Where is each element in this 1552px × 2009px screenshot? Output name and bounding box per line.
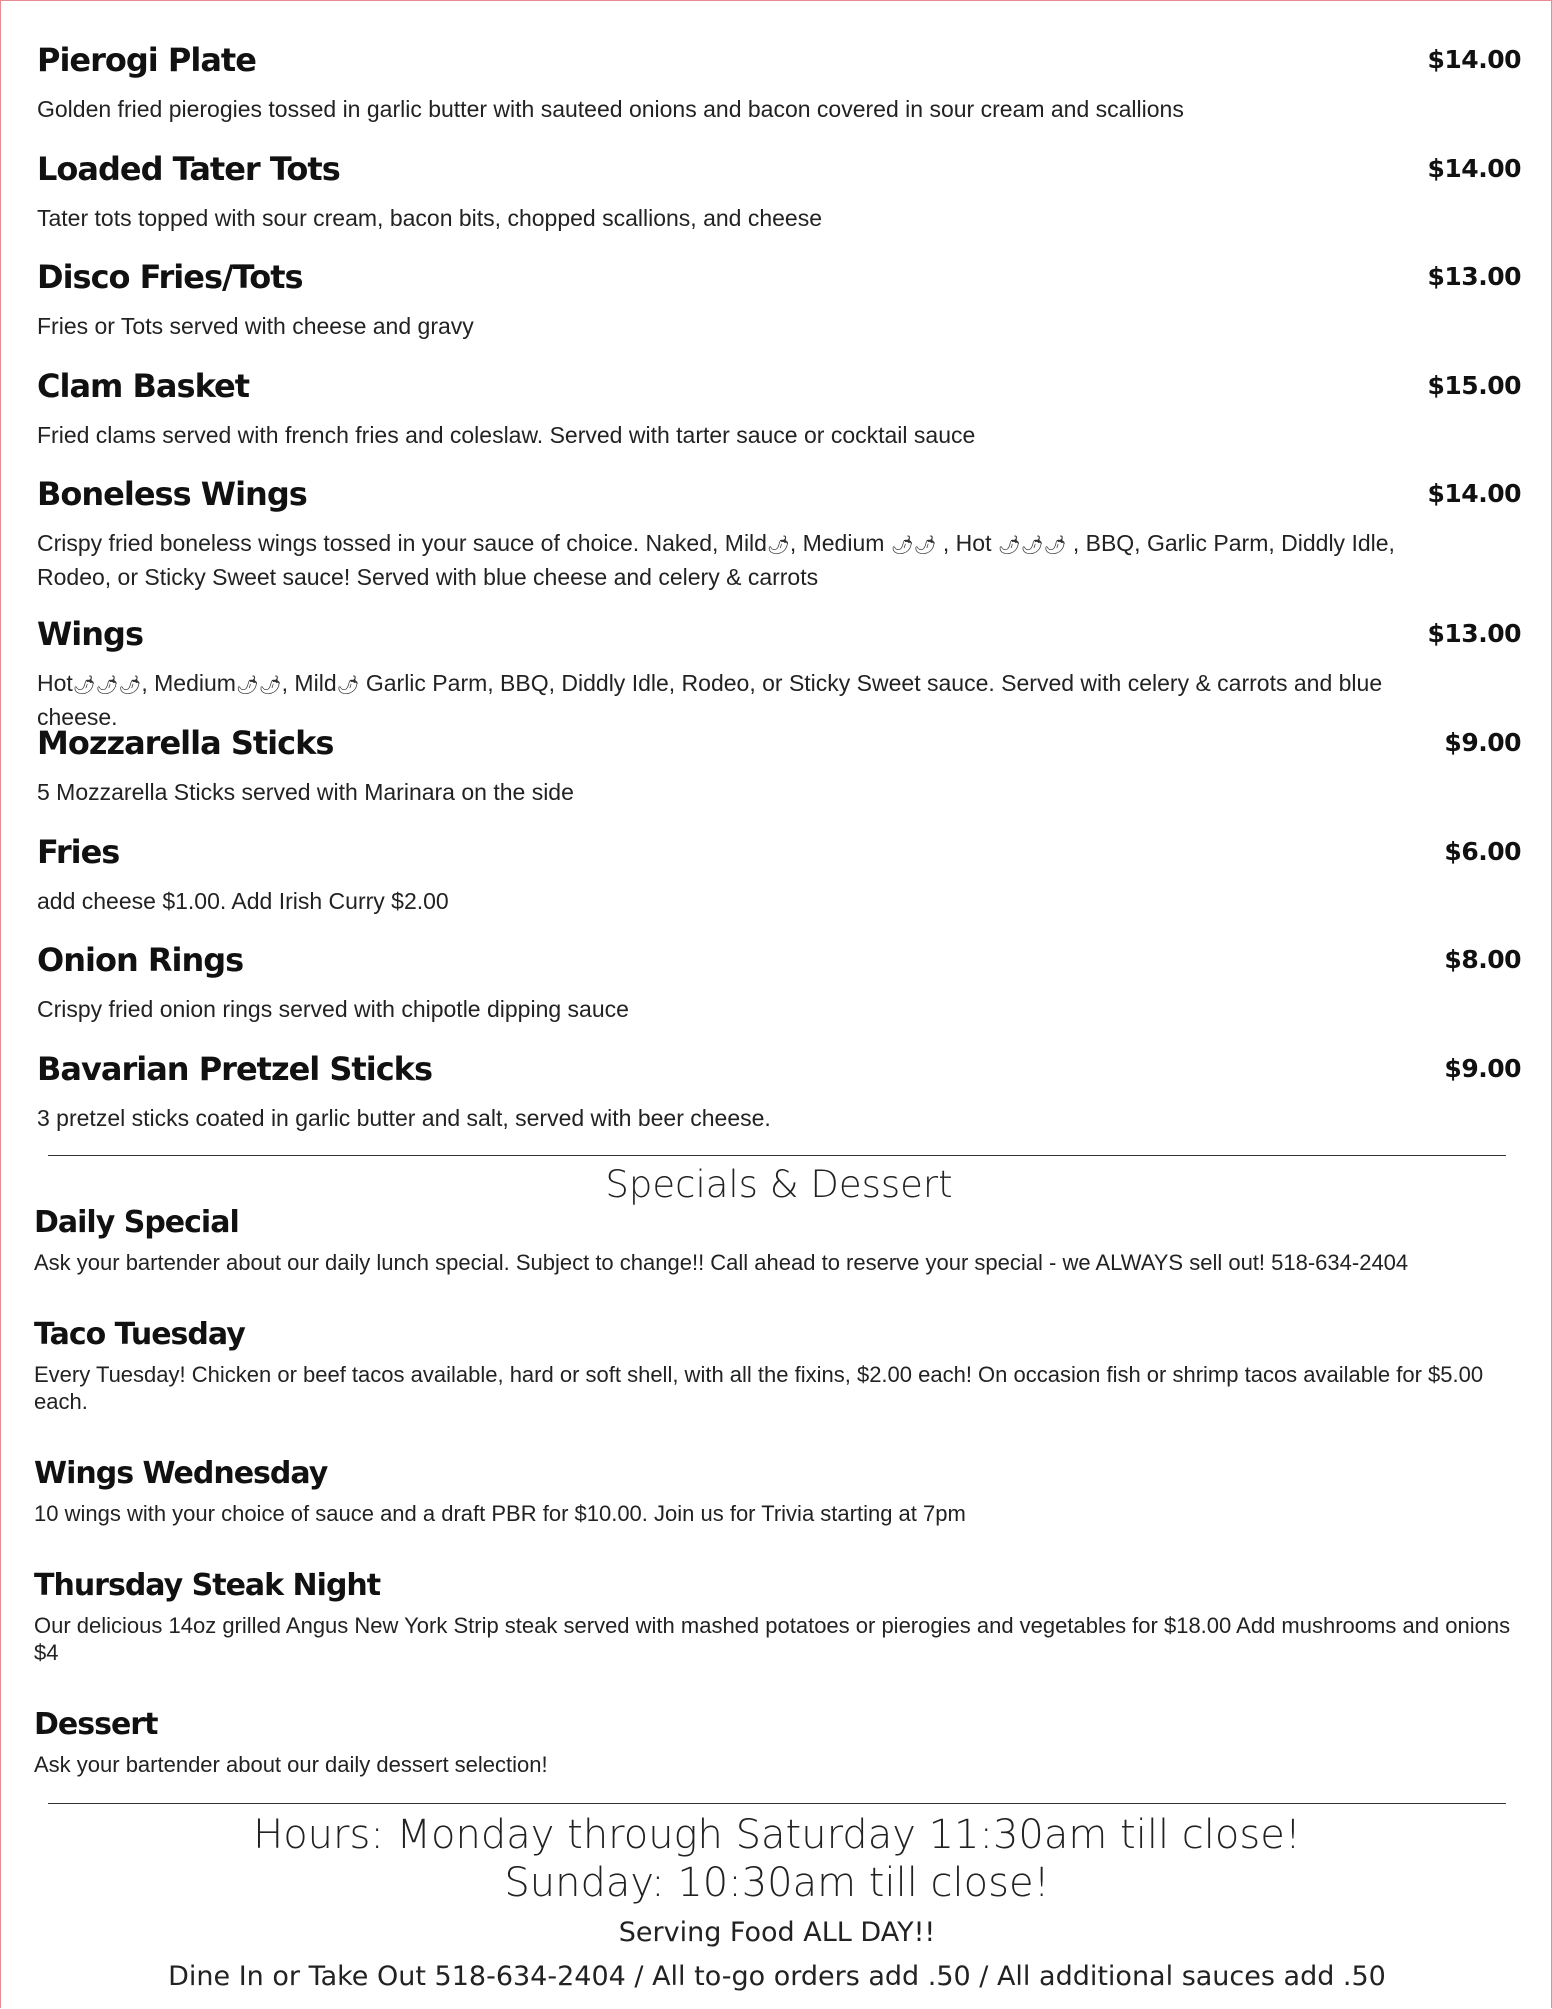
- serving-note: Serving Food ALL DAY!!: [618, 1917, 936, 1948]
- item-price: $14.00: [1427, 153, 1521, 183]
- item-description: 5 Mozzarella Sticks served with Marinara on the side: [37, 778, 574, 805]
- desc-part: Garlic Parm, BBQ, Diddly Idle, Rodeo, or Sticky Sweet sauce. Served with celery & carrots and blue cheese.: [37, 670, 1383, 731]
- item-description: 3 pretzel sticks coated in garlic butter and salt, served with beer cheese.: [37, 1104, 771, 1131]
- desc-part: , BBQ, Garlic Parm, Diddly Idle, Rodeo, or Sticky Sweet sauce! Served with blue cheese and celery & carrots: [37, 530, 1395, 591]
- hot-pepper-icon: 🌶🌶: [235, 675, 282, 696]
- special-description: Every Tuesday! Chicken or beef tacos available, hard or soft shell, with all the fixins, $2.00 each! On occasion fish or shrimp tacos available for $5.00 each.: [34, 1362, 1484, 1414]
- special-description: Ask your bartender about our daily lunch special. Subject to change!! Call ahead to reserve your special - we ALWAYS sell out! 518-634-2404: [34, 1250, 1409, 1275]
- dine-in-note: Dine In or Take Out 518-634-2404 / All to-go orders add .50 / All additional sauces add .50: [168, 1961, 1386, 1992]
- desc-part: , Medium: [789, 530, 891, 557]
- hours-sunday: Sunday: 10:30am till close!: [504, 1860, 1050, 1906]
- menu-item-wings: [37, 615, 1521, 731]
- special-description: Ask your bartender about our daily dessert selection!: [34, 1752, 548, 1777]
- hot-pepper-icon: 🌶🌶🌶: [72, 675, 142, 696]
- item-name: Boneless Wings: [37, 475, 307, 514]
- menu-item-bavarian-pretzel-sticks: [37, 1050, 1521, 1159]
- menu-item-fries: [37, 833, 1521, 942]
- item-description: [37, 527, 1457, 593]
- hot-pepper-icon: 🌶🌶🌶: [997, 535, 1067, 556]
- item-name: Fries: [37, 832, 120, 871]
- hours-weekday: Hours: Monday through Saturday 11:30am till close!: [253, 1812, 1301, 1858]
- item-price: $14.00: [1427, 479, 1521, 509]
- special-dessert: [34, 1705, 1524, 1789]
- item-name: Disco Fries/Tots: [37, 258, 303, 297]
- special-name: Dessert: [34, 1707, 158, 1742]
- item-name: Mozzarella Sticks: [37, 723, 334, 762]
- menu-item-loaded-tater-tots: [37, 150, 1521, 259]
- footer: [1, 1811, 1552, 1999]
- item-name: Clam Basket: [37, 366, 249, 405]
- special-name: Taco Tuesday: [34, 1317, 245, 1352]
- special-steak-night: [34, 1566, 1524, 1705]
- menu-item-clam-basket: [37, 367, 1521, 476]
- divider: [48, 1803, 1506, 1804]
- menu-item-boneless-wings: [37, 475, 1521, 615]
- desc-part: , Mild: [281, 670, 337, 697]
- desc-part: , Hot: [936, 530, 998, 557]
- item-description: Fries or Tots served with cheese and gravy: [37, 313, 474, 340]
- special-daily: [34, 1203, 1524, 1315]
- item-description: Tater tots topped with sour cream, bacon bits, chopped scallions, and cheese: [37, 204, 823, 231]
- specials-list: [34, 1203, 1524, 1789]
- menu-item-onion-rings: [37, 941, 1521, 1050]
- appetizer-list: [37, 41, 1521, 1158]
- item-price: $15.00: [1427, 370, 1521, 400]
- item-price: $14.00: [1427, 45, 1521, 74]
- item-price: $13.00: [1427, 619, 1521, 649]
- divider: [48, 1155, 1506, 1156]
- desc-part: Hot: [37, 670, 73, 697]
- item-description: add cheese $1.00. Add Irish Curry $2.00: [37, 887, 449, 914]
- special-name: Wings Wednesday: [34, 1456, 328, 1491]
- section-title: Specials & Dessert: [605, 1163, 953, 1206]
- special-description: Our delicious 14oz grilled Angus New York Strip steak served with mashed potatoes or pierogies and vegetables for $18.00 Add mushrooms and onions $4: [34, 1613, 1511, 1665]
- item-price: $13.00: [1427, 262, 1521, 292]
- item-description: Golden fried pierogies tossed in garlic butter with sauteed onions and bacon covered in sour cream and scallions: [37, 96, 1184, 122]
- item-price: $6.00: [1444, 836, 1521, 866]
- hot-pepper-icon: 🌶: [766, 535, 790, 556]
- menu-item-pierogi-plate: [37, 41, 1521, 150]
- item-description: Fried clams served with french fries and coleslaw. Served with tarter sauce or cocktail sauce: [37, 421, 976, 448]
- item-description: Crispy fried onion rings served with chipotle dipping sauce: [37, 996, 629, 1023]
- item-price: $9.00: [1444, 727, 1521, 757]
- item-name: Loaded Tater Tots: [37, 149, 340, 188]
- hot-pepper-icon: 🌶🌶: [890, 535, 937, 556]
- desc-part: Crispy fried boneless wings tossed in your sauce of choice. Naked, Mild: [37, 530, 767, 557]
- hot-pepper-icon: 🌶: [336, 675, 360, 696]
- special-name: Daily Special: [34, 1205, 239, 1240]
- special-name: Thursday Steak Night: [34, 1568, 381, 1603]
- item-price: $8.00: [1444, 945, 1521, 975]
- item-price: $9.00: [1444, 1053, 1521, 1083]
- special-wings-wednesday: [34, 1454, 1524, 1566]
- menu-item-disco-fries: [37, 258, 1521, 367]
- special-taco-tuesday: [34, 1315, 1524, 1454]
- item-name: Pierogi Plate: [37, 41, 256, 79]
- item-name: Onion Rings: [37, 941, 244, 980]
- item-name: Bavarian Pretzel Sticks: [37, 1049, 432, 1088]
- item-name: Wings: [37, 615, 143, 654]
- desc-part: , Medium: [141, 670, 236, 697]
- special-description: 10 wings with your choice of sauce and a draft PBR for $10.00. Join us for Trivia starting at 7pm: [34, 1501, 966, 1526]
- menu-item-mozzarella-sticks: [37, 724, 1521, 833]
